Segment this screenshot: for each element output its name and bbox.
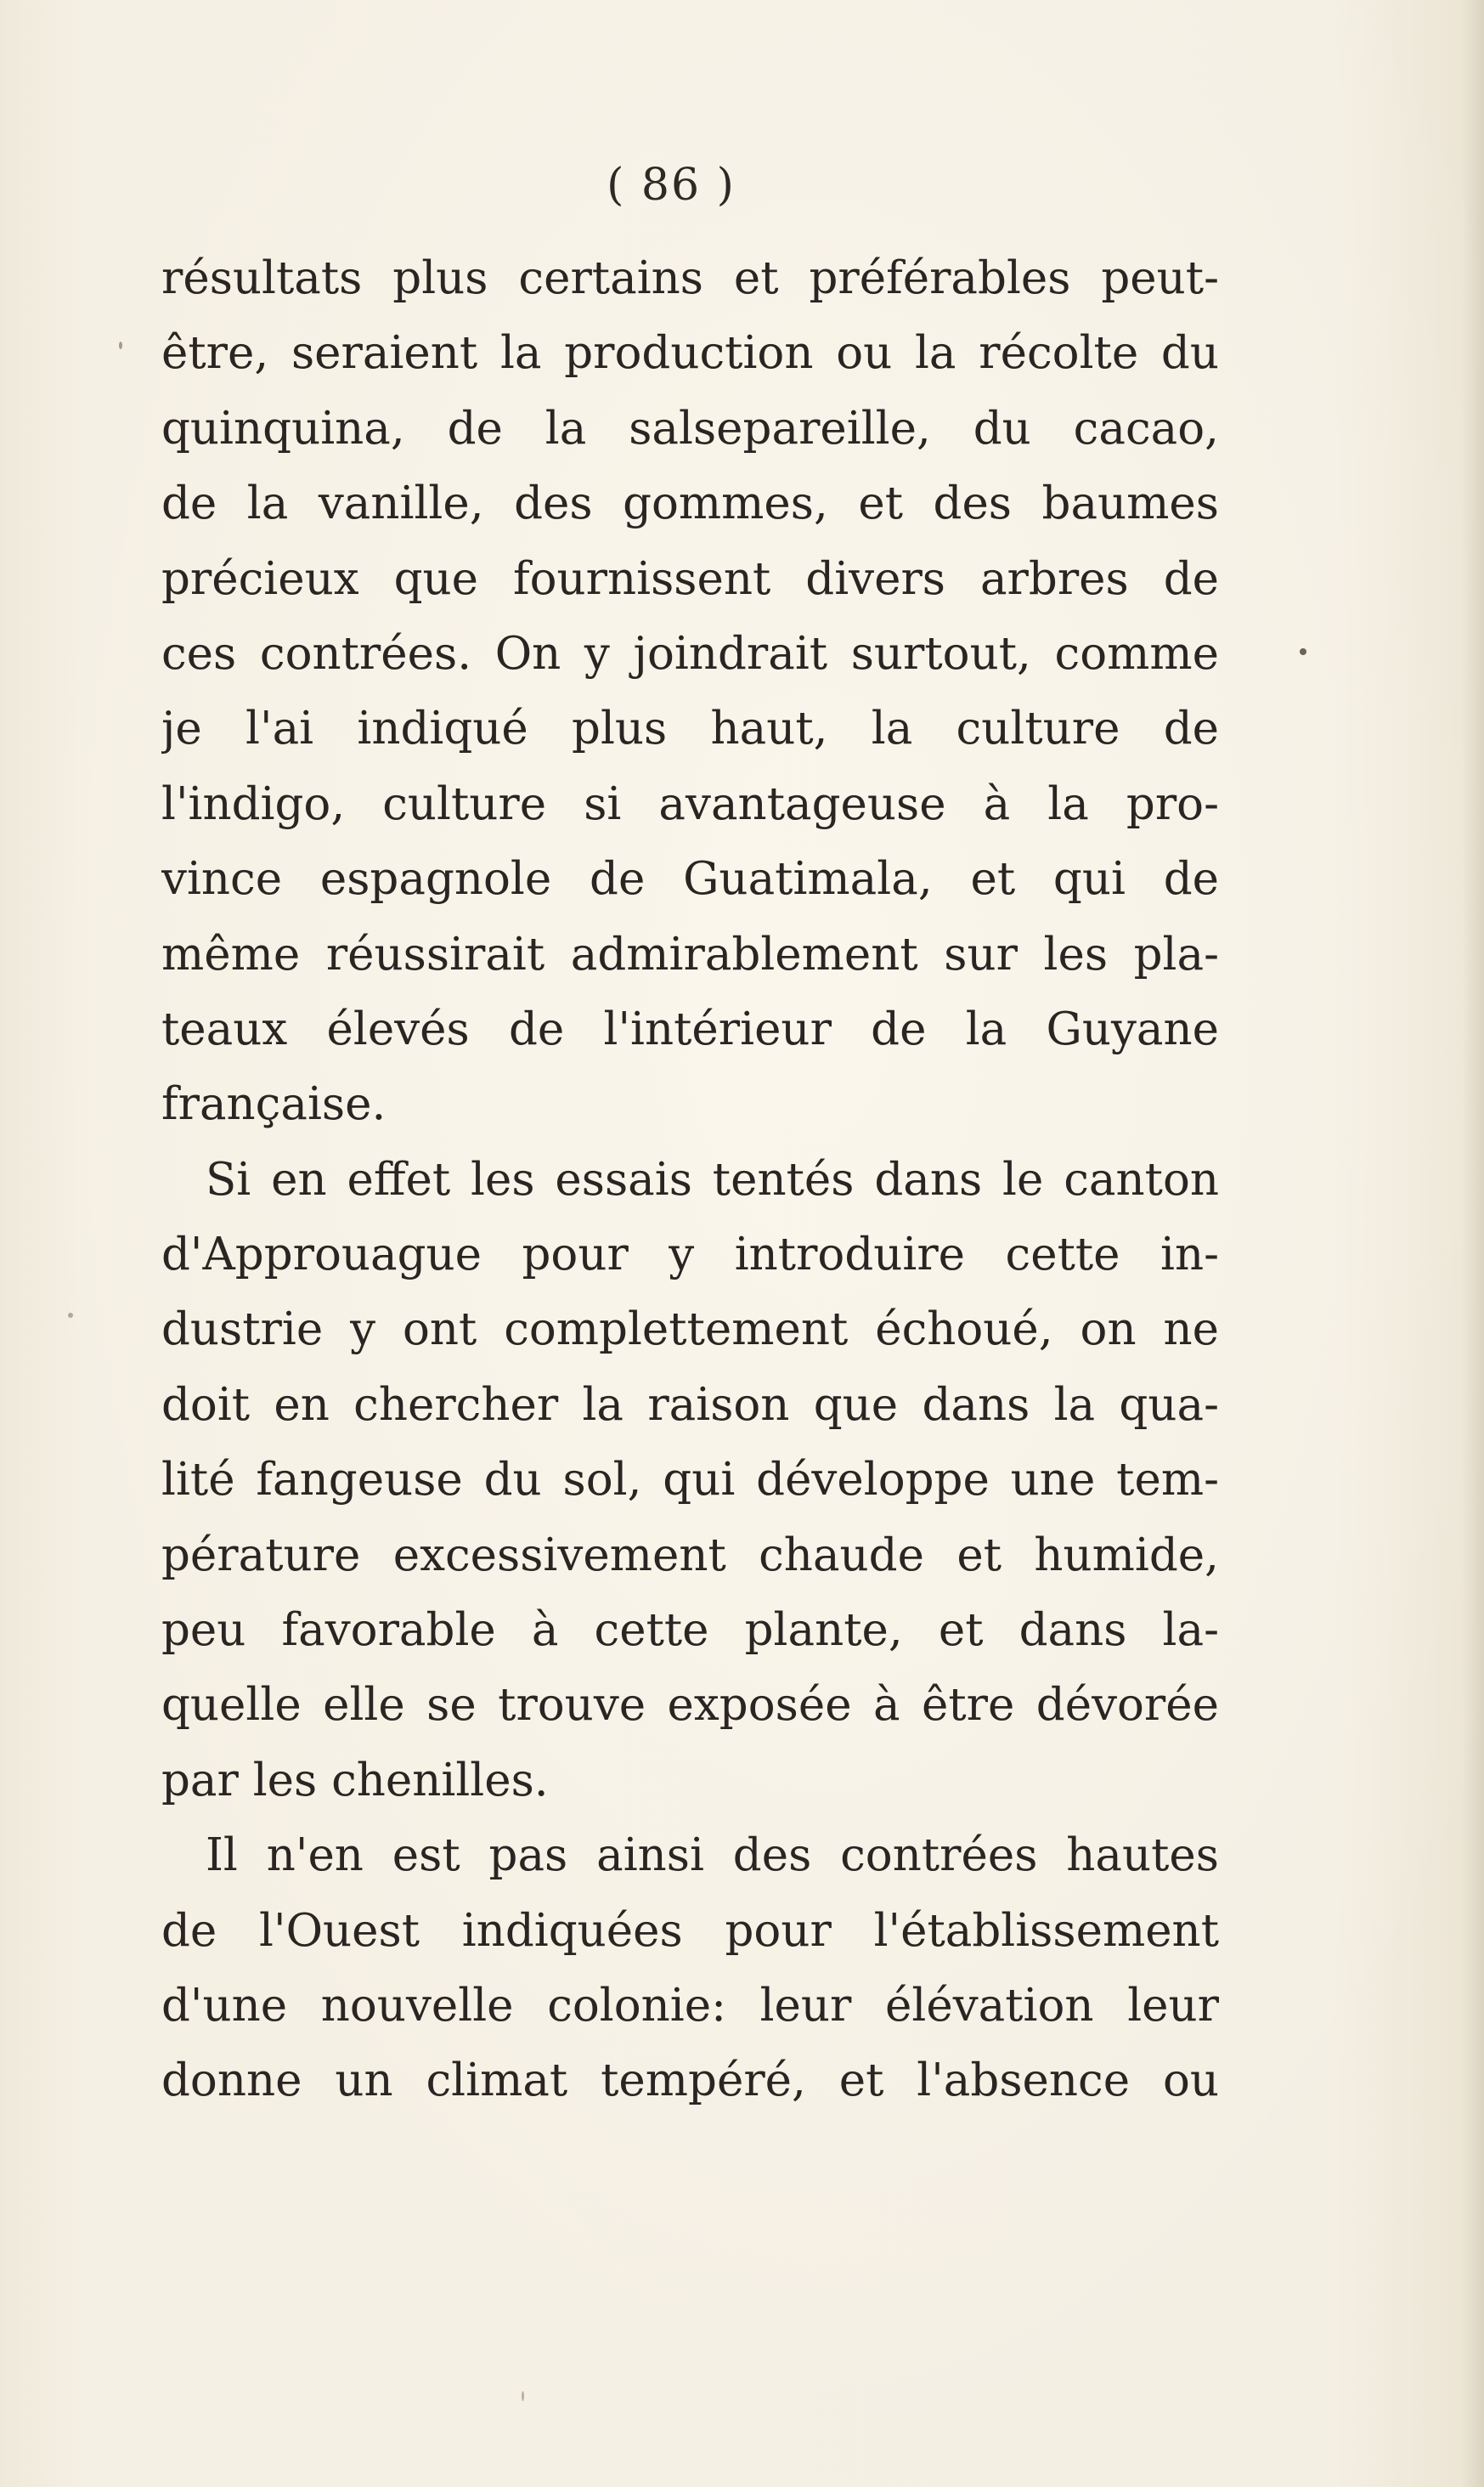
text-line: lité fangeuse du sol, qui développe une tem- bbox=[161, 1454, 1219, 1506]
text-line: l'indigo, culture si avantageuse à la pro- bbox=[161, 777, 1219, 830]
paper-speck bbox=[1300, 648, 1306, 655]
text-line: ces contrées. On y joindrait surtout, comme bbox=[161, 627, 1219, 680]
text-line: teaux élevés de l'intérieur de la Guyane bbox=[161, 1003, 1219, 1055]
text-line: d'Approuague pour y introduire cette in- bbox=[161, 1229, 1219, 1281]
text-line: quinquina, de la salsepareille, du cacao, bbox=[161, 402, 1219, 455]
text-line: être, seraient la production ou la récolte du bbox=[161, 327, 1219, 380]
text-line: je l'ai indiqué plus haut, la culture de bbox=[161, 703, 1219, 755]
paper-speck bbox=[522, 2391, 524, 2401]
text-line: de la vanille, des gommes, et des baumes bbox=[161, 478, 1219, 530]
paper-speck bbox=[68, 1313, 73, 1318]
text-line: même réussirait admirablement sur les pla- bbox=[161, 928, 1219, 981]
text-line: peu favorable à cette plante, et dans la- bbox=[161, 1604, 1219, 1657]
page-number: ( 86 ) bbox=[607, 160, 736, 211]
text-line: française. bbox=[161, 1078, 387, 1131]
text-line: quelle elle se trouve exposée à être dévorée bbox=[161, 1679, 1219, 1732]
text-line: vince espagnole de Guatimala, et qui de bbox=[161, 853, 1219, 906]
text-line: dustrie y ont complettement échoué, on ne bbox=[161, 1303, 1219, 1356]
text-line: résultats plus certains et préférables peut- bbox=[161, 252, 1219, 304]
body-text bbox=[161, 241, 1219, 2119]
paper-speck bbox=[119, 342, 122, 349]
text-line: donne un climat tempéré, et l'absence ou bbox=[161, 2055, 1219, 2107]
text-line: par les chenilles. bbox=[161, 1754, 549, 1806]
text-line: doit en chercher la raison que dans la qua- bbox=[161, 1378, 1219, 1431]
text-line: de l'Ouest indiquées pour l'établissement bbox=[161, 1904, 1219, 1957]
text-line: pérature excessivement chaude et humide, bbox=[161, 1529, 1219, 1581]
text-line: précieux que fournissent divers arbres de bbox=[161, 552, 1219, 605]
text-line: d'une nouvelle colonie: leur élévation leur bbox=[161, 1979, 1219, 2032]
page-edge-shadow bbox=[1462, 0, 1484, 2487]
paragraph-start-line: Si en effet les essais tentés dans le canton bbox=[206, 1153, 1219, 1206]
paragraph-start-line: Il n'en est pas ainsi des contrées hautes bbox=[206, 1829, 1219, 1882]
